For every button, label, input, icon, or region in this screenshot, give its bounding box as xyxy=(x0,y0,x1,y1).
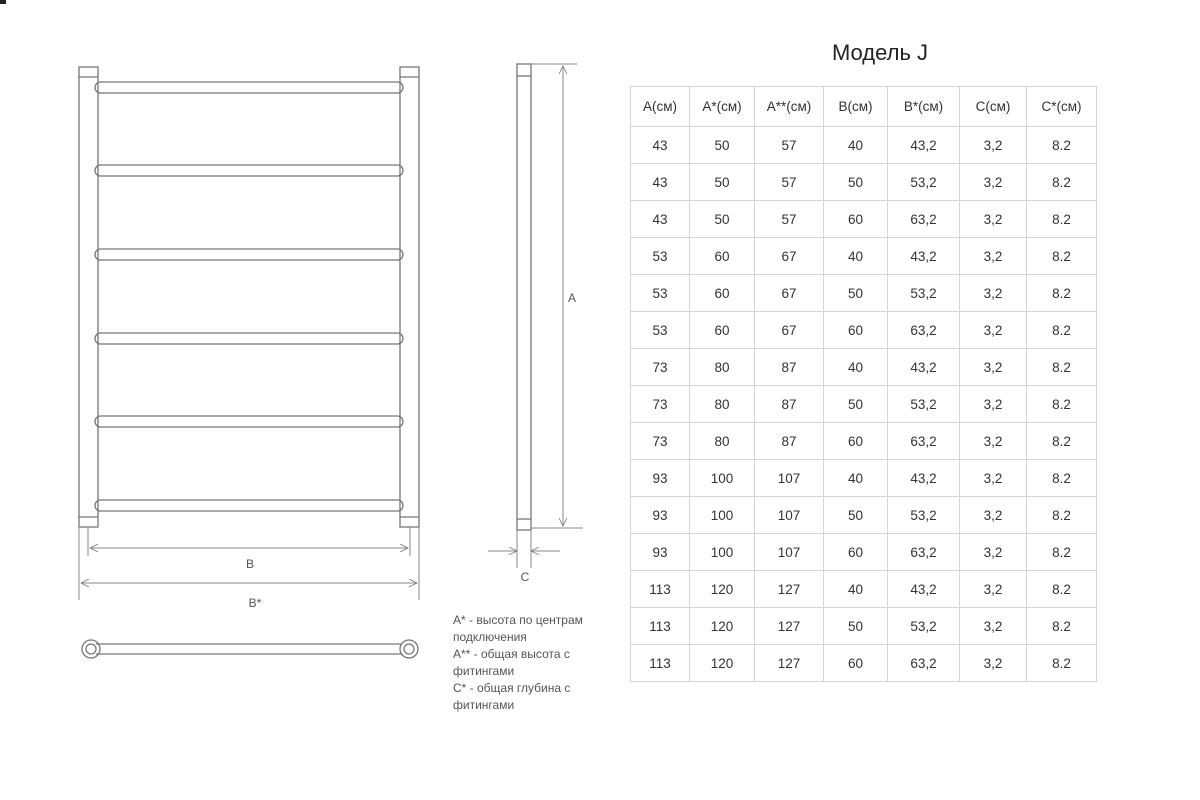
table-row xyxy=(631,312,1097,349)
table-cell: 60 xyxy=(690,275,755,312)
table-cell: 53,2 xyxy=(888,497,960,534)
note-line: A* - высота по центрам xyxy=(453,613,583,627)
table-cell: 60 xyxy=(690,312,755,349)
table-cell: 50 xyxy=(690,127,755,164)
table-cell: 53 xyxy=(631,312,690,349)
table-cell: 93 xyxy=(631,497,690,534)
crossbars xyxy=(95,82,403,511)
table-cell: 8.2 xyxy=(1027,534,1097,571)
table-cell: 8.2 xyxy=(1027,275,1097,312)
table-header-row xyxy=(631,87,1097,127)
table-cell: 127 xyxy=(755,645,824,682)
table-cell: 60 xyxy=(690,238,755,275)
table-cell: 3,2 xyxy=(960,645,1027,682)
table-cell: 113 xyxy=(631,645,690,682)
label-c: C xyxy=(520,570,530,584)
top-view xyxy=(82,640,418,658)
table-cell: 127 xyxy=(755,608,824,645)
table-cell: 40 xyxy=(824,460,888,497)
column-header: C(см) xyxy=(960,87,1027,127)
table-cell: 113 xyxy=(631,571,690,608)
table-cell: 50 xyxy=(690,201,755,238)
table-cell: 107 xyxy=(755,497,824,534)
table-cell: 43,2 xyxy=(888,238,960,275)
table-cell: 53,2 xyxy=(888,608,960,645)
table-row xyxy=(631,386,1097,423)
table-cell: 50 xyxy=(824,497,888,534)
table-cell: 3,2 xyxy=(960,312,1027,349)
table-row xyxy=(631,275,1097,312)
table-cell: 8.2 xyxy=(1027,127,1097,164)
table-cell: 57 xyxy=(755,201,824,238)
table-row xyxy=(631,423,1097,460)
table-cell: 107 xyxy=(755,534,824,571)
table-cell: 3,2 xyxy=(960,571,1027,608)
table-cell: 73 xyxy=(631,349,690,386)
table-cell: 63,2 xyxy=(888,312,960,349)
table-cell: 120 xyxy=(690,645,755,682)
table-cell: 57 xyxy=(755,127,824,164)
table-cell: 93 xyxy=(631,534,690,571)
table-cell: 73 xyxy=(631,423,690,460)
table-cell: 80 xyxy=(690,349,755,386)
crossbar xyxy=(95,416,403,427)
right-rail xyxy=(400,67,419,527)
height-dimension xyxy=(488,66,563,568)
table-cell: 60 xyxy=(824,534,888,571)
table-cell: 60 xyxy=(824,201,888,238)
table-cell: 53,2 xyxy=(888,275,960,312)
table-cell: 50 xyxy=(824,275,888,312)
table-row xyxy=(631,349,1097,386)
column-header: C*(см) xyxy=(1027,87,1097,127)
table-cell: 53 xyxy=(631,275,690,312)
table-cell: 113 xyxy=(631,608,690,645)
table-cell: 8.2 xyxy=(1027,201,1097,238)
table-cell: 50 xyxy=(824,608,888,645)
table-cell: 87 xyxy=(755,423,824,460)
table-cell: 120 xyxy=(690,571,755,608)
table-cell: 3,2 xyxy=(960,534,1027,571)
table-cell: 43,2 xyxy=(888,127,960,164)
table-cell: 8.2 xyxy=(1027,571,1097,608)
table-row xyxy=(631,164,1097,201)
label-a: A xyxy=(567,291,577,305)
notes xyxy=(453,612,623,714)
table-cell: 3,2 xyxy=(960,349,1027,386)
column-header: A*(см) xyxy=(690,87,755,127)
table-cell: 53,2 xyxy=(888,386,960,423)
table-cell: 8.2 xyxy=(1027,460,1097,497)
column-header: B(см) xyxy=(824,87,888,127)
table-cell: 3,2 xyxy=(960,608,1027,645)
table-cell: 80 xyxy=(690,423,755,460)
table-cell: 8.2 xyxy=(1027,164,1097,201)
table-row xyxy=(631,608,1097,645)
table-cell: 127 xyxy=(755,571,824,608)
table-cell: 87 xyxy=(755,349,824,386)
front-view xyxy=(79,67,419,527)
table-cell: 50 xyxy=(824,386,888,423)
table-cell: 43,2 xyxy=(888,460,960,497)
table-row xyxy=(631,645,1097,682)
table-cell: 67 xyxy=(755,275,824,312)
label-b-star: B* xyxy=(248,596,262,610)
table-cell: 63,2 xyxy=(888,645,960,682)
table-cell: 43 xyxy=(631,127,690,164)
table-cell: 43,2 xyxy=(888,571,960,608)
table-cell: 63,2 xyxy=(888,201,960,238)
table-cell: 53,2 xyxy=(888,164,960,201)
table-cell: 107 xyxy=(755,460,824,497)
table-row xyxy=(631,571,1097,608)
column-header: B*(см) xyxy=(888,87,960,127)
table-cell: 67 xyxy=(755,312,824,349)
table-cell: 8.2 xyxy=(1027,645,1097,682)
note-line: A** - общая высота с xyxy=(453,647,570,661)
table-cell: 3,2 xyxy=(960,238,1027,275)
table-row xyxy=(631,201,1097,238)
label-b: B xyxy=(245,557,255,571)
table-cell: 8.2 xyxy=(1027,312,1097,349)
note-line: фитингами xyxy=(453,698,515,712)
crossbar xyxy=(95,165,403,176)
page-title: Модель J xyxy=(831,40,929,65)
table-cell: 3,2 xyxy=(960,127,1027,164)
table-cell: 8.2 xyxy=(1027,386,1097,423)
table-cell: 3,2 xyxy=(960,460,1027,497)
table-cell: 40 xyxy=(824,238,888,275)
table-cell: 3,2 xyxy=(960,164,1027,201)
table-cell: 43 xyxy=(631,201,690,238)
table-cell: 40 xyxy=(824,349,888,386)
note-line: фитингами xyxy=(453,664,515,678)
spec-table xyxy=(630,86,1097,682)
table-cell: 50 xyxy=(690,164,755,201)
table-row xyxy=(631,238,1097,275)
table-cell: 43 xyxy=(631,164,690,201)
table-cell: 3,2 xyxy=(960,275,1027,312)
table-cell: 40 xyxy=(824,571,888,608)
crossbar xyxy=(95,82,403,93)
crossbar xyxy=(95,333,403,344)
table-cell: 63,2 xyxy=(888,534,960,571)
note-line: подключения xyxy=(453,630,527,644)
table-row xyxy=(631,534,1097,571)
table-cell: 100 xyxy=(690,534,755,571)
left-rail xyxy=(79,67,98,527)
column-header: A(см) xyxy=(631,87,690,127)
table-cell: 87 xyxy=(755,386,824,423)
table-cell: 50 xyxy=(824,164,888,201)
table-cell: 73 xyxy=(631,386,690,423)
table-cell: 60 xyxy=(824,645,888,682)
table-cell: 80 xyxy=(690,386,755,423)
table-cell: 93 xyxy=(631,460,690,497)
table-cell: 53 xyxy=(631,238,690,275)
table-cell: 8.2 xyxy=(1027,497,1097,534)
table-cell: 3,2 xyxy=(960,386,1027,423)
table-row xyxy=(631,127,1097,164)
table-cell: 57 xyxy=(755,164,824,201)
crossbar xyxy=(95,500,403,511)
table-cell: 40 xyxy=(824,127,888,164)
table-cell: 3,2 xyxy=(960,497,1027,534)
column-header: A**(см) xyxy=(755,87,824,127)
note-line: C* - общая глубина с xyxy=(453,681,571,695)
table-row xyxy=(631,460,1097,497)
table-cell: 43,2 xyxy=(888,349,960,386)
table-cell: 8.2 xyxy=(1027,608,1097,645)
table-cell: 8.2 xyxy=(1027,238,1097,275)
table-cell: 67 xyxy=(755,238,824,275)
table-cell: 60 xyxy=(824,423,888,460)
table-body xyxy=(631,127,1097,682)
table-cell: 100 xyxy=(690,497,755,534)
table-cell: 63,2 xyxy=(888,423,960,460)
table-cell: 3,2 xyxy=(960,201,1027,238)
table-cell: 3,2 xyxy=(960,423,1027,460)
table-cell: 8.2 xyxy=(1027,349,1097,386)
table-cell: 120 xyxy=(690,608,755,645)
table-cell: 60 xyxy=(824,312,888,349)
table-cell: 100 xyxy=(690,460,755,497)
crossbar xyxy=(95,249,403,260)
table-cell: 8.2 xyxy=(1027,423,1097,460)
table-row xyxy=(631,497,1097,534)
